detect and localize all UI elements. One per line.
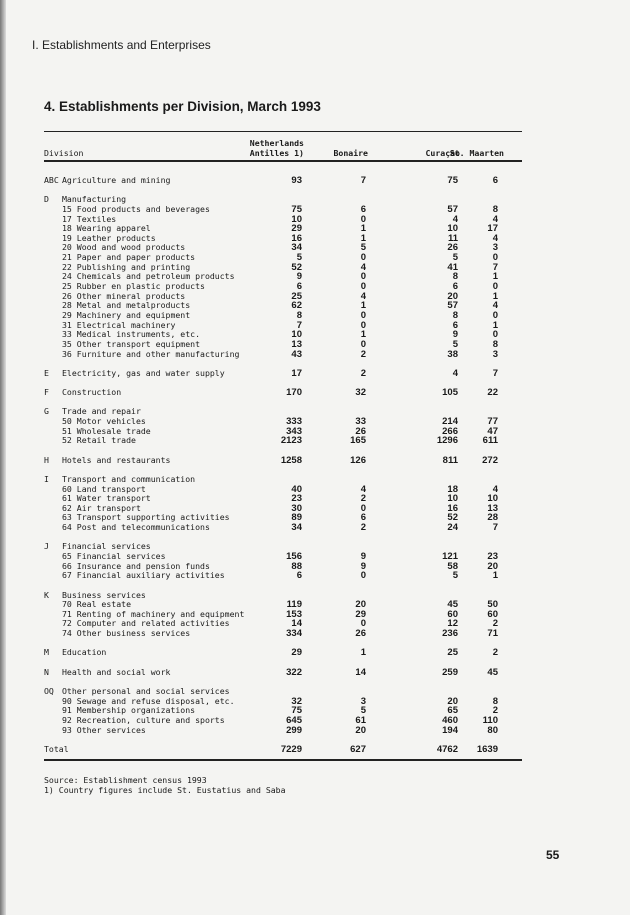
spacer-row: [44, 639, 514, 649]
row-label: Construction: [62, 387, 122, 398]
row-label: 65 Financial services: [62, 550, 166, 561]
row-label: 60 Land transport: [62, 483, 146, 494]
value-st-maarten: 4: [492, 483, 498, 495]
division-row: [44, 456, 514, 466]
value-st-maarten: 0: [492, 329, 498, 341]
subdivision-row: [44, 350, 514, 360]
value-curacao: 57: [447, 203, 458, 215]
row-label: 22 Publishing and printing: [62, 261, 191, 272]
division-row: [44, 648, 514, 658]
value-st-maarten: 22: [487, 387, 498, 399]
value-netherlands-antilles: 17: [291, 367, 302, 379]
value-curacao: 5: [452, 338, 458, 350]
value-curacao: 121: [442, 550, 458, 562]
value-bonaire: 1: [360, 300, 366, 312]
row-label: 74 Other business services: [62, 628, 191, 639]
table-notes: [44, 775, 286, 795]
value-curacao: 38: [447, 348, 458, 360]
row-label: 67 Financial auxiliary activities: [62, 570, 225, 581]
division-code: J: [44, 541, 49, 552]
value-netherlands-antilles: 6: [296, 281, 302, 293]
value-netherlands-antilles: 13: [291, 338, 302, 350]
value-bonaire: 5: [360, 705, 366, 717]
row-label: Education: [62, 647, 107, 658]
row-label: Total: [44, 743, 69, 754]
value-st-maarten: 1: [492, 271, 498, 283]
value-bonaire: 26: [355, 628, 366, 640]
row-label: 19 Leather products: [62, 232, 156, 243]
value-curacao: 18: [447, 483, 458, 495]
division-code: I: [44, 473, 49, 484]
value-curacao: 10: [447, 223, 458, 235]
row-label: Agriculture and mining: [62, 175, 171, 185]
value-netherlands-antilles: 299: [286, 724, 302, 736]
value-bonaire: 9: [360, 560, 366, 572]
value-curacao: 4: [452, 213, 458, 225]
value-st-maarten: 110: [482, 714, 498, 726]
value-bonaire: 4: [360, 290, 366, 302]
value-curacao: 236: [442, 628, 458, 640]
value-bonaire: 1: [360, 329, 366, 341]
value-bonaire: 20: [355, 724, 366, 736]
value-curacao: 12: [447, 618, 458, 630]
header-st-maarten: St. Maarten: [449, 148, 504, 158]
value-bonaire: 1: [360, 232, 366, 244]
footnote: 1) Country figures include St. Eustatius and Saba: [44, 785, 286, 795]
row-label: 93 Other services: [62, 724, 146, 735]
value-netherlands-antilles: 75: [291, 203, 302, 215]
row-label: 17 Textiles: [62, 213, 117, 224]
value-curacao: 75: [447, 175, 458, 186]
value-netherlands-antilles: 333: [286, 416, 302, 428]
value-netherlands-antilles: 334: [286, 628, 302, 640]
header-rule: [44, 160, 522, 162]
value-st-maarten: 3: [492, 242, 498, 254]
value-curacao: 52: [447, 512, 458, 524]
value-netherlands-antilles: 88: [291, 560, 302, 572]
value-st-maarten: 2: [492, 647, 498, 659]
row-label: 70 Real estate: [62, 599, 132, 610]
row-label: Manufacturing: [62, 194, 127, 205]
value-curacao: 8: [452, 309, 458, 321]
value-netherlands-antilles: 1258: [280, 454, 302, 466]
value-curacao: 266: [442, 425, 458, 437]
value-st-maarten: 7: [492, 261, 498, 273]
value-bonaire: 32: [355, 387, 366, 399]
value-curacao: 214: [442, 416, 458, 428]
table-title: 4. Establishments per Division, March 1993: [44, 99, 321, 114]
value-bonaire: 2: [360, 522, 366, 534]
value-curacao: 6: [452, 319, 458, 331]
value-st-maarten: 60: [487, 608, 498, 620]
header-curacao: Curaçao: [425, 148, 460, 158]
total-row: [44, 745, 514, 755]
value-netherlands-antilles: 25: [291, 290, 302, 302]
value-bonaire: 627: [350, 743, 366, 755]
division-code: N: [44, 666, 49, 677]
value-st-maarten: 50: [487, 599, 498, 611]
subdivision-row: [44, 629, 514, 639]
row-label: 28 Metal and metalproducts: [62, 300, 191, 311]
header-na-line2: Antilles 1): [249, 148, 304, 158]
row-label: 52 Retail trade: [62, 435, 136, 446]
value-bonaire: 61: [355, 714, 366, 726]
value-st-maarten: 8: [492, 203, 498, 215]
row-label: 71 Renting of machinery and equipment: [62, 608, 245, 619]
value-curacao: 9: [452, 329, 458, 341]
division-row: [44, 388, 514, 398]
value-netherlands-antilles: 23: [291, 493, 302, 505]
value-bonaire: 4: [360, 261, 366, 273]
value-bonaire: 1: [360, 647, 366, 659]
division-code: ABC: [44, 175, 59, 185]
row-label: Trade and repair: [62, 406, 141, 417]
value-netherlands-antilles: 34: [291, 242, 302, 254]
value-bonaire: 3: [360, 695, 366, 707]
row-label: 90 Sewage and refuse disposal, etc.: [62, 695, 235, 706]
value-st-maarten: 20: [487, 560, 498, 572]
value-st-maarten: 4: [492, 232, 498, 244]
value-curacao: 20: [447, 290, 458, 302]
value-st-maarten: 45: [487, 666, 498, 678]
value-curacao: 26: [447, 242, 458, 254]
value-bonaire: 0: [360, 213, 366, 225]
value-curacao: 16: [447, 502, 458, 514]
value-st-maarten: 0: [492, 252, 498, 264]
value-curacao: 57: [447, 300, 458, 312]
value-netherlands-antilles: 89: [291, 512, 302, 524]
value-netherlands-antilles: 645: [286, 714, 302, 726]
value-curacao: 8: [452, 271, 458, 283]
value-st-maarten: 8: [492, 695, 498, 707]
row-label: Financial services: [62, 541, 151, 552]
value-curacao: 24: [447, 522, 458, 534]
row-label: 25 Rubber en plastic products: [62, 281, 205, 292]
value-st-maarten: 1639: [476, 743, 498, 755]
division-code: F: [44, 387, 49, 398]
value-st-maarten: 47: [487, 425, 498, 437]
value-curacao: 20: [447, 695, 458, 707]
row-label: Transport and communication: [62, 473, 196, 484]
value-st-maarten: 7: [492, 367, 498, 379]
value-st-maarten: 272: [482, 454, 498, 466]
value-curacao: 811: [442, 454, 458, 466]
row-label: 64 Post and telecommunications: [62, 522, 210, 533]
value-curacao: 1296: [436, 435, 458, 447]
division-code: K: [44, 589, 49, 600]
value-curacao: 4762: [436, 743, 458, 755]
value-st-maarten: 611: [482, 435, 498, 447]
value-netherlands-antilles: 343: [286, 425, 302, 437]
value-bonaire: 0: [360, 252, 366, 264]
row-label: 61 Water transport: [62, 493, 151, 504]
row-label: Hotels and restaurants: [62, 454, 171, 465]
row-label: 62 Air transport: [62, 502, 141, 513]
value-st-maarten: 4: [492, 213, 498, 225]
value-curacao: 65: [447, 705, 458, 717]
value-netherlands-antilles: 7229: [280, 743, 302, 755]
value-curacao: 105: [442, 387, 458, 399]
value-curacao: 25: [447, 647, 458, 659]
value-curacao: 41: [447, 261, 458, 273]
row-label: 66 Insurance and pension funds: [62, 560, 210, 571]
value-curacao: 11: [447, 232, 458, 244]
division-row: [44, 369, 514, 379]
value-netherlands-antilles: 322: [286, 666, 302, 678]
value-st-maarten: 7: [492, 522, 498, 534]
source-note: Source: Establishment census 1993: [44, 775, 207, 785]
value-netherlands-antilles: 93: [291, 175, 302, 186]
table-top-rule: [44, 131, 522, 132]
row-label: 51 Wholesale trade: [62, 425, 151, 436]
division-code: M: [44, 647, 49, 658]
row-label: 18 Wearing apparel: [62, 223, 151, 234]
row-label: 31 Electrical machinery: [62, 319, 176, 330]
value-curacao: 259: [442, 666, 458, 678]
header-bonaire: Bonaire: [333, 148, 368, 158]
value-netherlands-antilles: 8: [296, 309, 302, 321]
subdivision-row: [44, 523, 514, 533]
value-netherlands-antilles: 30: [291, 502, 302, 514]
value-netherlands-antilles: 29: [291, 647, 302, 659]
value-bonaire: 0: [360, 618, 366, 630]
value-bonaire: 6: [360, 512, 366, 524]
value-st-maarten: 1: [492, 319, 498, 331]
value-bonaire: 2: [360, 367, 366, 379]
subdivision-row: [44, 726, 514, 736]
value-bonaire: 29: [355, 608, 366, 620]
value-curacao: 5: [452, 252, 458, 264]
value-st-maarten: 13: [487, 502, 498, 514]
header-division: Division: [44, 148, 84, 158]
value-bonaire: 26: [355, 425, 366, 437]
header-netherlands-antilles: [232, 138, 304, 158]
value-st-maarten: 2: [492, 618, 498, 630]
row-label: 92 Recreation, culture and sports: [62, 714, 225, 725]
value-curacao: 5: [452, 570, 458, 582]
row-label: Health and social work: [62, 666, 171, 677]
value-st-maarten: 80: [487, 724, 498, 736]
row-label: 35 Other transport equipment: [62, 338, 201, 349]
header-na-line1: Netherlands: [249, 138, 304, 148]
division-code: E: [44, 367, 49, 378]
value-st-maarten: 0: [492, 281, 498, 293]
row-label: 50 Motor vehicles: [62, 416, 146, 427]
row-label: Other personal and social services: [62, 685, 230, 696]
division-row: [44, 668, 514, 678]
value-curacao: 45: [447, 599, 458, 611]
value-st-maarten: 4: [492, 300, 498, 312]
value-st-maarten: 23: [487, 550, 498, 562]
value-bonaire: 5: [360, 242, 366, 254]
row-label: 63 Transport supporting activities: [62, 512, 230, 523]
row-label: 33 Medical instruments, etc.: [62, 329, 201, 340]
table-body: [44, 176, 514, 754]
row-label: 26 Other mineral products: [62, 290, 186, 301]
row-label: Business services: [62, 589, 146, 600]
value-st-maarten: 3: [492, 348, 498, 360]
value-bonaire: 7: [360, 175, 366, 186]
value-bonaire: 0: [360, 309, 366, 321]
value-bonaire: 20: [355, 599, 366, 611]
value-bonaire: 0: [360, 319, 366, 331]
value-bonaire: 0: [360, 271, 366, 283]
division-code: OQ: [44, 685, 54, 696]
value-bonaire: 2: [360, 493, 366, 505]
value-netherlands-antilles: 170: [286, 387, 302, 399]
chapter-heading: I. Establishments and Enterprises: [32, 38, 211, 52]
row-label: 15 Food products and beverages: [62, 203, 210, 214]
value-curacao: 58: [447, 560, 458, 572]
page-edge: [0, 0, 6, 915]
subdivision-row: [44, 571, 514, 581]
value-bonaire: 0: [360, 570, 366, 582]
value-netherlands-antilles: 119: [286, 599, 302, 611]
value-netherlands-antilles: 10: [291, 329, 302, 341]
value-netherlands-antilles: 5: [296, 252, 302, 264]
subdivision-row: [44, 436, 514, 446]
row-label: 72 Computer and related activities: [62, 618, 230, 629]
row-label: Electricity, gas and water supply: [62, 367, 225, 378]
row-label: 91 Membership organizations: [62, 705, 196, 716]
value-netherlands-antilles: 153: [286, 608, 302, 620]
division-code: D: [44, 194, 49, 205]
value-netherlands-antilles: 62: [291, 300, 302, 312]
value-curacao: 194: [442, 724, 458, 736]
division-row: [44, 176, 514, 186]
value-netherlands-antilles: 43: [291, 348, 302, 360]
value-bonaire: 4: [360, 483, 366, 495]
value-st-maarten: 1: [492, 570, 498, 582]
value-netherlands-antilles: 75: [291, 705, 302, 717]
division-code: H: [44, 454, 49, 465]
value-bonaire: 33: [355, 416, 366, 428]
value-st-maarten: 77: [487, 416, 498, 428]
value-st-maarten: 28: [487, 512, 498, 524]
row-label: 36 Furniture and other manufacturing: [62, 348, 240, 359]
value-curacao: 460: [442, 714, 458, 726]
value-netherlands-antilles: 29: [291, 223, 302, 235]
value-bonaire: 0: [360, 502, 366, 514]
value-bonaire: 14: [355, 666, 366, 678]
value-curacao: 6: [452, 281, 458, 293]
value-netherlands-antilles: 52: [291, 261, 302, 273]
value-bonaire: 9: [360, 550, 366, 562]
value-bonaire: 1: [360, 223, 366, 235]
value-netherlands-antilles: 16: [291, 232, 302, 244]
value-netherlands-antilles: 6: [296, 570, 302, 582]
value-curacao: 60: [447, 608, 458, 620]
value-bonaire: 0: [360, 281, 366, 293]
division-code: G: [44, 406, 49, 417]
value-netherlands-antilles: 10: [291, 213, 302, 225]
table-bottom-rule: [44, 759, 522, 761]
value-st-maarten: 8: [492, 338, 498, 350]
value-curacao: 4: [452, 367, 458, 379]
value-netherlands-antilles: 32: [291, 695, 302, 707]
value-st-maarten: 10: [487, 493, 498, 505]
value-st-maarten: 0: [492, 309, 498, 321]
value-bonaire: 6: [360, 203, 366, 215]
value-netherlands-antilles: 14: [291, 618, 302, 630]
value-st-maarten: 71: [487, 628, 498, 640]
row-label: 20 Wood and wood products: [62, 242, 186, 253]
page-number: 55: [546, 848, 560, 862]
row-label: 24 Chemicals and petroleum products: [62, 271, 235, 282]
value-netherlands-antilles: 2123: [280, 435, 302, 447]
value-netherlands-antilles: 34: [291, 522, 302, 534]
value-bonaire: 126: [350, 454, 366, 466]
value-netherlands-antilles: 40: [291, 483, 302, 495]
value-netherlands-antilles: 156: [286, 550, 302, 562]
value-st-maarten: 2: [492, 705, 498, 717]
value-bonaire: 0: [360, 338, 366, 350]
row-label: 29 Machinery and equipment: [62, 309, 191, 320]
value-netherlands-antilles: 9: [296, 271, 302, 283]
value-netherlands-antilles: 7: [296, 319, 302, 331]
value-st-maarten: 6: [492, 175, 498, 186]
row-label: 21 Paper and paper products: [62, 252, 196, 263]
value-st-maarten: 1: [492, 290, 498, 302]
value-bonaire: 2: [360, 348, 366, 360]
value-bonaire: 165: [350, 435, 366, 447]
value-st-maarten: 17: [487, 223, 498, 235]
value-curacao: 10: [447, 493, 458, 505]
